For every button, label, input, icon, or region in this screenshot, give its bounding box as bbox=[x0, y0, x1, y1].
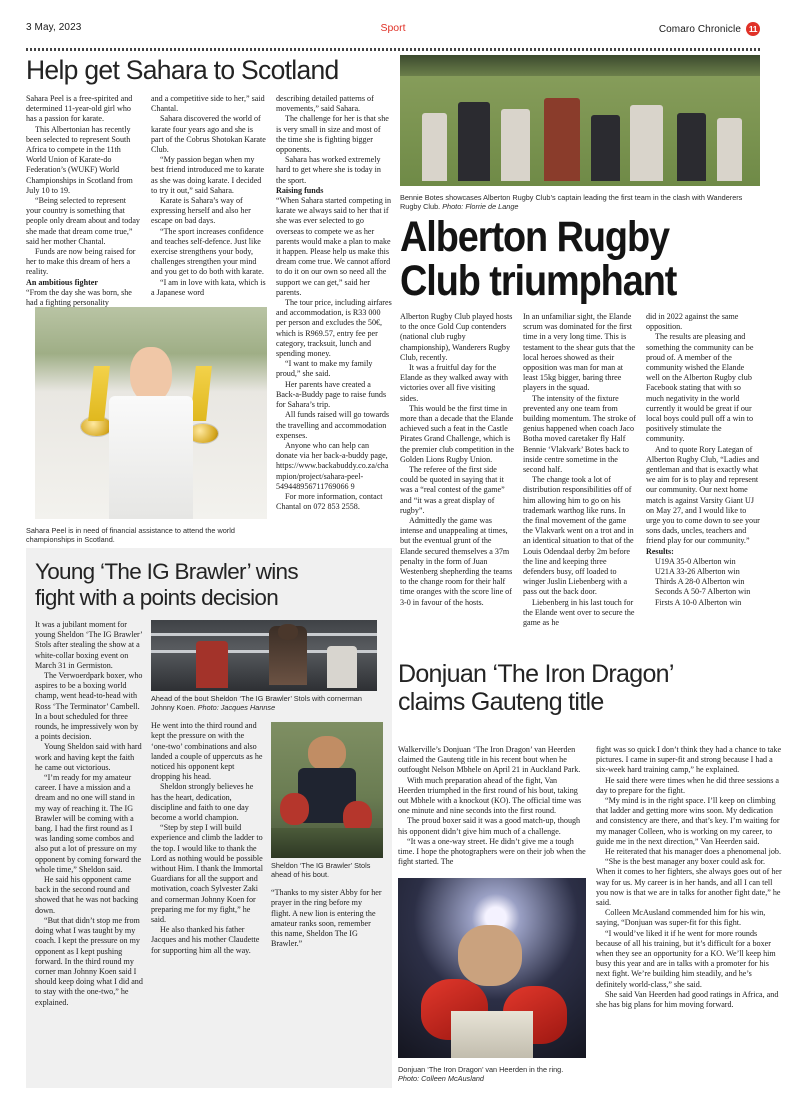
karate-subhead-fighter: An ambitious fighter bbox=[26, 277, 98, 287]
paragraph: This Albertonian has recently been selected to represent South Africa to compete in the 11th World Union of Karate-do Federation’s (WUKF) World Championships in Scotland from July 10 to 19. bbox=[26, 124, 133, 195]
paragraph: For more information, contact Chantal on 072 853 2558. bbox=[276, 491, 383, 512]
paragraph: Funds are now being raised for her to make this dream of hers a reality. bbox=[26, 247, 136, 277]
paragraph: Admittedly the game was intense and unappealing at times, but the eventual grunt of the Elande secured themselves a 37m penalty in the form of Juan Westenberg shepherding the teams to the change room for their half time oranges with the score line of 3-0 in favour of the hosts. bbox=[400, 516, 513, 607]
rugby-column-1 bbox=[400, 312, 514, 628]
paragraph: In an unfamiliar sight, the Elande scrum was dominated for the first time in a very long time. This is testament to the shear guts that the local heroes showed as their opposition was man for man at least 15kg bigger, baring three players in the squad. bbox=[523, 312, 635, 393]
masthead-divider bbox=[26, 48, 760, 51]
paragraph: “I am in love with kata, which is a Japanese word bbox=[151, 277, 266, 297]
rugby-photo-caption bbox=[400, 193, 760, 211]
paragraph: He went into the third round and kept the pressure on with the ‘one-two’ combinations and also landed a couple of uppercuts as he noticed his opponent kept dropping his head. bbox=[151, 721, 263, 782]
paragraph: Her parents have created a Back-a-Buddy page to raise funds for Sahara’s trip. bbox=[276, 379, 387, 410]
paragraph: Sheldon strongly believes he has the heart, dedication, discipline and faith to one day become a world champion. bbox=[151, 782, 254, 823]
result-item: Seconds A 50-7 Alberton win bbox=[655, 587, 751, 597]
caption-text: Bennie Botes showcases Alberton Rugby Club’s captain leading the first team in the clash with Wanderers Rugby Club. bbox=[400, 193, 743, 212]
paragraph: describing detailed patterns of movements,” said Sahara. bbox=[276, 94, 374, 114]
rugby-headline-line1: Alberton Rugby bbox=[400, 213, 670, 261]
paragraph: “It was a one-way street. He didn’t give me a tough time. I hope the photographers were on their job when the fight started. The bbox=[398, 836, 586, 867]
paragraph: fight was so quick I don’t think they had a chance to take pictures. I came in super-fit and strong because I had a six-week hard training camp,” he explained. bbox=[596, 745, 782, 775]
paragraph: “The sport increases confidence and teaches self-defence. Just like exercise strengthens your body, challenges strengthen your mind and you get to do both with karate. bbox=[151, 226, 264, 277]
article-rugby bbox=[400, 215, 772, 303]
paragraph: “I’m ready for my amateur career. I have a mission and a dream and no one will stand in my way of reaching it. The IG Brawler will be coming with a bang. I had the first round as I was landing some combos and also put a lot of pressure on my opponent by coming forward the whole time,” Sheldon said. bbox=[35, 773, 142, 874]
paragraph: “Being selected to represent your country is something that people only dream about and today she made that dream come true,” said her mother Chantal. bbox=[26, 196, 140, 246]
iron-dragon-headline-line1: Donjuan ‘The Iron Dragon’ bbox=[398, 660, 674, 688]
paragraph: “She is the best manager any boxer could ask for. When it comes to her fighters, she always goes out of her way for us. My career is in her hands, and all I can tell you now is that we are in talks for another fight date,” he said. bbox=[596, 857, 782, 908]
paragraph: He said his opponent came back in the second round and showed that he was not backing down. bbox=[35, 875, 139, 915]
paragraph: “From the day she was born, she had a fighting personality bbox=[26, 287, 132, 308]
young-brawler-column-1 bbox=[35, 620, 143, 1008]
paragraph: “I want to make my family proud,” she said. bbox=[276, 359, 373, 379]
caption-credit: Colleen McAusland bbox=[421, 1074, 484, 1084]
sahara-peel-medals-photo bbox=[35, 307, 267, 519]
paragraph: and a competitive side to her,” said Chantal. bbox=[151, 94, 265, 114]
paragraph: The referee of the first side could be quoted in saying that it was a “real contest of the game” and “it was a great display of rugby”. bbox=[400, 465, 505, 515]
caption-text: Ahead of the bout Sheldon ‘The IG Brawler’ Stols with cornerman Johnny Koen. bbox=[151, 694, 362, 713]
masthead bbox=[26, 0, 760, 34]
paragraph: He reiterated that his manager does a phenomenal job. bbox=[605, 847, 781, 857]
young-brawler-headline-line1: Young ‘The IG Brawler’ wins bbox=[35, 559, 298, 584]
karate-column-3 bbox=[276, 94, 392, 512]
karate-headline: Help get Sahara to Scotland bbox=[26, 55, 339, 85]
paragraph: Alberton Rugby Club played hosts to the once Gold Cup contenders (national club rugby championship), Wanderers Rugby Club, recently. bbox=[400, 312, 513, 362]
publication-name: Comaro Chronicle bbox=[658, 23, 741, 35]
result-item: U21A 33-26 Alberton win bbox=[655, 567, 740, 577]
paragraph: With much preparation ahead of the fight, Van Heerden triumphed in the first round of his bout, taking out Mbhele with a knockout (KO). The official time was one minute and nine seconds into the first round. bbox=[398, 775, 582, 816]
paragraph: Colleen McAusland commended him for his win, saying, “Donjuan was super-fit for this fight. bbox=[596, 908, 766, 928]
caption-credit-label: Photo: bbox=[398, 1074, 422, 1084]
paragraph: The results are pleasing and something the community can be proud of. A member of the community wished the Elande well on the Alberton Rugby club Facebook stating that with so much negativity in the world currently it would be great if our local boys could pull off a win to positively stimulate the community. bbox=[646, 332, 754, 444]
caption-credit-label: Photo: bbox=[442, 202, 466, 212]
paragraph: “But that didn’t stop me from doing what I was taught by my coach. I kept the pressure on my opponent as I kept pushing forward. In the third round my corner man Johnny Koen said I should keep doing what I did and to stay with the one-two,” he explained. bbox=[35, 915, 143, 1007]
paragraph: “My passion began when my best friend introduced me to karate as she was doing karate. I decided to try it out,” said Sahara. bbox=[151, 155, 265, 195]
paragraph: “When Sahara started competing in karate we always said to her that if she was ever selected to go overseas to compete we as her parents would make a plan to make it happen. Please help us make this dream come true. We cannot afford to do it on our own so need all the support we can get,” said her parents. bbox=[276, 196, 392, 297]
sheldon-stols-with-cornerman-photo bbox=[151, 620, 377, 691]
paragraph: Karate is Sahara’s way of expressing herself and also her escape on bad days. bbox=[151, 196, 251, 226]
caption-credit: Jacques Hannse bbox=[220, 703, 276, 713]
paragraph: It was a fruitful day for the Elande as they walked away with victories over all five visiting sides. bbox=[400, 363, 509, 403]
paragraph: “Step by step I will build experience and climb the ladder to the top. I would like to thank the Lord as nothing would be possible without Him. I thank the Immortal Guardians for all the support and motivation, coach Sylvester Zaki and cornerman Johnny Koen for preparing me for my fight,” he said. bbox=[151, 823, 263, 925]
sheldon-portrait-caption: Sheldon ‘The IG Brawler’ Stols ahead of his bout. bbox=[271, 861, 371, 880]
paragraph: The change took a lot of distribution responsibilities off of him allowing him to go on his trademark warthog like runs. In the final movement of the game the Vlakvark went on a trot and in an identical situation to that of the Louis Odendaal derby 2m before the line and keeping three defenders busy, off loaded to winger Juslin Liebenberg with a pass out the back door. bbox=[523, 475, 634, 597]
donjuan-photo-caption bbox=[398, 1065, 586, 1083]
paragraph: The tour price, including airfares and accommodation, is R33 000 per person and excludes the 50€, which is R969.57, entry fee per category, tracksuit, lunch and spending money. bbox=[276, 298, 392, 359]
paragraph: He also thanked his father Jacques and his mother Claudette for supporting him all the way. bbox=[151, 925, 260, 955]
paragraph: Sahara has worked extremely hard to get where she is today in the sport. bbox=[276, 155, 381, 185]
rugby-headline-line2: Club triumphant bbox=[400, 257, 677, 305]
result-item: Thirds A 28-0 Alberton win bbox=[655, 577, 745, 587]
paragraph: It was a jubilant moment for young Sheldon ‘The IG Brawler’ Stols after stealing the show at a white-collar boxing event on March 31 in Germiston. bbox=[35, 620, 143, 670]
paragraph: Sahara discovered the world of karate four years ago and she is part of the Cobrus Shotokan Karate Club. bbox=[151, 114, 266, 155]
caption-text: Donjuan ‘The Iron Dragon’ van Heerden in the ring. bbox=[398, 1065, 564, 1074]
paragraph: Young Sheldon said with hard work and having kept the faith he came out victorious. bbox=[35, 742, 142, 772]
paragraph: The challenge for her is that she is very small in size and most of the time she is fighting bigger opponents. bbox=[276, 114, 389, 155]
paragraph: She said Van Heerden had good ratings in Africa, and she has big plans for him moving forward. bbox=[596, 989, 779, 1010]
paragraph: He said there were times when he did three sessions a day to prepare for the fight. bbox=[596, 775, 779, 795]
paragraph: This would be the first time in more than a decade that the Elande achieved such a feat in the Castle Pirates Grand Challenge, which is the premier club competition in the Golden Lions Rugby Union. bbox=[400, 403, 514, 464]
paragraph: All funds raised will go towards the travelling and accommodation expenses. bbox=[276, 410, 390, 440]
rugby-body bbox=[400, 312, 760, 628]
caption-credit: Florrie de Lange bbox=[465, 202, 519, 212]
page-number-badge: 11 bbox=[746, 22, 760, 36]
paragraph: The Verwoerdpark boxer, who aspires to be a boxing world champ, went head-to-head with Ross ‘The Terminator’ Cambell. In a bout scheduled for three rounds, he impressively won by a points decision. bbox=[35, 671, 143, 742]
paragraph: “Thanks to my sister Abby for her prayer in the ring before my flight. A new lion is entering the amateur ranks soon, remember this name, Sheldon The IG Brawler.” bbox=[271, 888, 382, 949]
result-item: Firsts A 10-0 Alberton win bbox=[655, 597, 742, 607]
rugby-column-3 bbox=[646, 312, 760, 628]
paragraph: Walkerville’s Donjuan ‘The Iron Dragon’ van Heerden claimed the Gauteng title in his recent bout when he outfought Nelson Mbhele on April 21 in Auckland Park. bbox=[398, 745, 581, 775]
paragraph: Anyone who can help can donate via her back-a-buddy page, https://www.backabuddy.co.za/champion/project/sahara-peel-549448956711769066 9 bbox=[276, 440, 389, 491]
publication-block bbox=[659, 22, 760, 36]
alberton-rugby-match-photo bbox=[400, 55, 760, 186]
caption-credit-label: Photo: bbox=[197, 703, 221, 713]
paragraph: “I would’ve liked it if he went for more rounds because of all his training, but it’s difficult for a boxer when they see an opportunity for a KO. We’ll keep him busy this year and are in talks with a promoter for his next fight. We’re building him steadily, and he’s definitely world-class,” she said. bbox=[596, 928, 776, 989]
iron-dragon-column-2 bbox=[596, 745, 784, 1010]
iron-dragon-headline-line2: claims Gauteng title bbox=[398, 688, 604, 716]
paragraph: Liebenberg in his last touch for the Elande went over to secure the game as he bbox=[523, 597, 635, 628]
section-label: Sport bbox=[380, 22, 406, 34]
sahara-photo-caption: Sahara Peel is in need of financial assistance to attend the world championships in Scotland. bbox=[26, 526, 235, 545]
young-brawler-headline-line2: fight with a points decision bbox=[35, 585, 279, 610]
issue-date: 3 May, 2023 bbox=[26, 22, 82, 33]
paragraph: “My mind is in the right space. I’ll keep on climbing that ladder and getting more wins soon. My dedication and consistency are there, and that’s key. I’m waiting for my manager Colleen, who is working on my career, to guide me in the next direction,” Van Heerden said. bbox=[596, 796, 780, 846]
rugby-results-label: Results: bbox=[646, 546, 674, 556]
article-boxing-dragon bbox=[398, 660, 776, 716]
karate-subhead-funds: Raising funds bbox=[276, 185, 324, 195]
sheldon-stols-portrait-photo bbox=[271, 722, 383, 858]
rugby-column-2 bbox=[523, 312, 637, 628]
article-boxing-young bbox=[26, 548, 392, 1088]
paragraph: Sahara Peel is a free-spirited and determined 11-year-old girl who has a passion for karate. bbox=[26, 94, 133, 124]
paragraph: The intensity of the fixture prevented any one team from building momentum. The stroke of genius happened when coach Jaco Botha moved caretaker fly Half Bennie ‘Vlakvark’ Botes back to inside centre sometime in the second half. bbox=[523, 393, 636, 475]
paragraph: The proud boxer said it was a good match-up, though his opponent didn’t give him much of a challenge. bbox=[398, 816, 581, 836]
paragraph: And to quote Rory Lategan of Alberton Rugby Club, “Ladies and gentleman and that is exactly what we aim for is to play and represent our community. Our next home match is against Varsity Giant UJ on May 27, and I would like to urge you to come down to see your sons dads, uncles, teachers and friend play for our community.” bbox=[646, 444, 760, 546]
donjuan-van-heerden-ring-photo bbox=[398, 878, 586, 1058]
result-item: U19A 35-0 Alberton win bbox=[655, 556, 736, 566]
paragraph: did in 2022 against the same opposition. bbox=[646, 312, 739, 332]
